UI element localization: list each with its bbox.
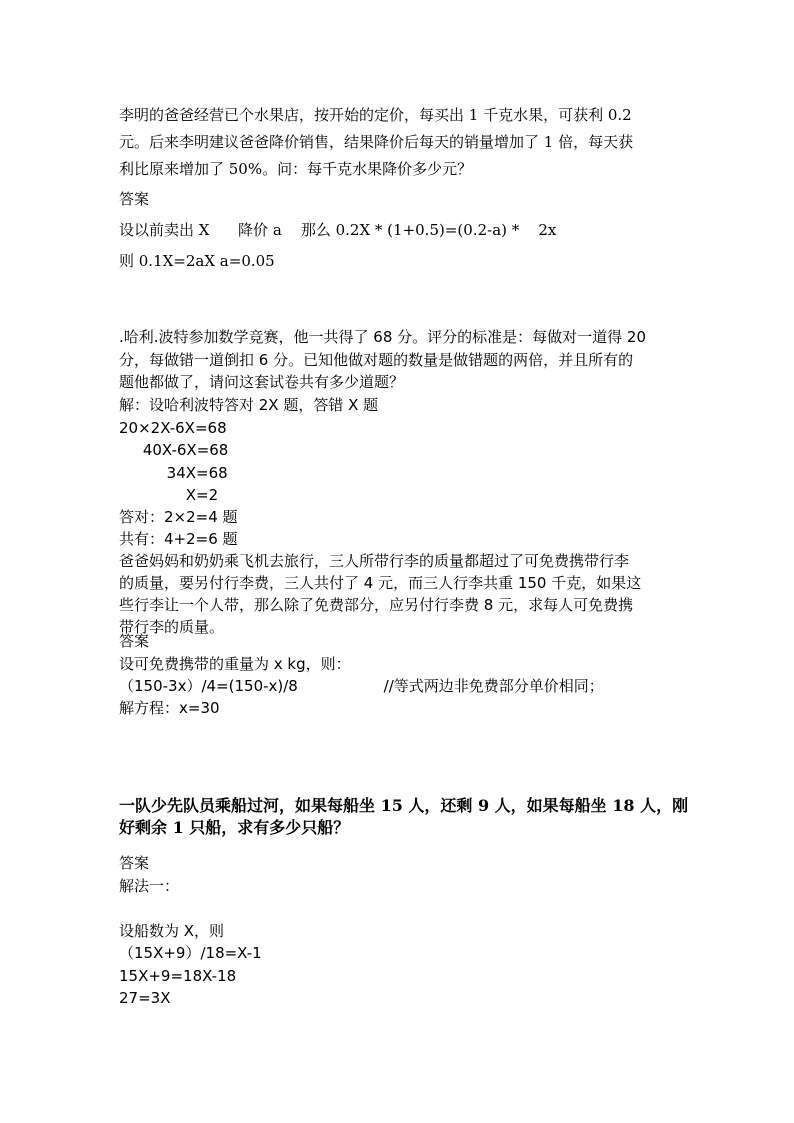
problem4-line-2: 好剩余 1 只船，求有多少只船？ xyxy=(119,818,350,837)
problem1-solution-1: 设以前卖出 X 降价 a 那么 0.2X * (1+0.5)=(0.2-a) * 2x xyxy=(119,221,557,239)
problem3-line-4: 带行李的质量。 xyxy=(119,618,225,636)
problem2-solution-7: 共有：4+2=6 题 xyxy=(119,530,238,548)
problem4-answer-label: 答案 xyxy=(119,854,150,872)
problem3-line-1: 爸爸妈妈和奶奶乘飞机去旅行，三人所带行李的质量都超过了可免费携带行李 xyxy=(119,552,630,570)
problem3-solution-2: （150-3x）/4=(150-x)/8 //等式两边非免费部分单价相同； xyxy=(119,677,604,695)
problem4-line-1: 一队少先队员乘船过河，如果每船坐 15 人，还剩 9 人，如果每船坐 18 人，刚 xyxy=(119,796,689,815)
problem3-solution-3: 解方程：x=30 xyxy=(119,699,220,717)
problem2-solution-6: 答对：2×2=4 题 xyxy=(119,508,238,526)
problem3-answer-label: 答案 xyxy=(119,632,150,650)
problem4-solution-4: 27=3X xyxy=(119,989,171,1007)
problem1-solution-2: 则 0.1X=2aX a=0.05 xyxy=(119,252,275,270)
problem1-line-2: 元。后来李明建议爸爸降价销售，结果降价后每天的销量增加了 1 倍，每天获 xyxy=(119,133,634,151)
problem2-solution-4: 34X=68 xyxy=(119,464,228,482)
problem4-method-label: 解法一： xyxy=(119,877,180,895)
problem4-solution-3: 15X+9=18X-18 xyxy=(119,967,237,985)
problem2-line-3: 题他都做了，请问这套试卷共有多少道题？ xyxy=(119,373,405,391)
problem4-solution-2: （15X+9）/18=X-1 xyxy=(119,944,262,962)
problem2-solution-1: 解：设哈利波特答对 2X 题，答错 X 题 xyxy=(119,396,379,414)
problem2-solution-3: 40X-6X=68 xyxy=(119,441,229,459)
problem1-line-1: 李明的爸爸经营已个水果店，按开始的定价，每买出 1 千克水果，可获利 0.2 xyxy=(119,106,632,124)
problem3-line-2: 的质量，要另付行李费，三人共付了 4 元，而三人行李共重 150 千克，如果这 xyxy=(119,574,642,592)
problem1-line-3: 利比原来增加了 50%。问：每千克水果降价多少元？ xyxy=(119,160,473,178)
problem1-answer-label: 答案 xyxy=(119,190,150,208)
problem3-line-3: 些行李让一个人带，那么除了免费部分，应另付行李费 8 元，求每人可免费携 xyxy=(119,596,634,614)
problem3-solution-1: 设可免费携带的重量为 x kg，则： xyxy=(119,655,351,673)
problem2-line-2: 分，每做错一道倒扣 6 分。已知他做对题的数量是做错题的两倍，并且所有的 xyxy=(119,351,634,369)
problem4-solution-1: 设船数为 X，则 xyxy=(119,922,225,940)
problem2-solution-2: 20×2X-6X=68 xyxy=(119,419,227,437)
problem2-solution-5: X=2 xyxy=(119,486,219,504)
problem2-line-1: .哈利.波特参加数学竞赛，他一共得了 68 分。评分的标准是：每做对一道得 20 xyxy=(119,328,647,346)
